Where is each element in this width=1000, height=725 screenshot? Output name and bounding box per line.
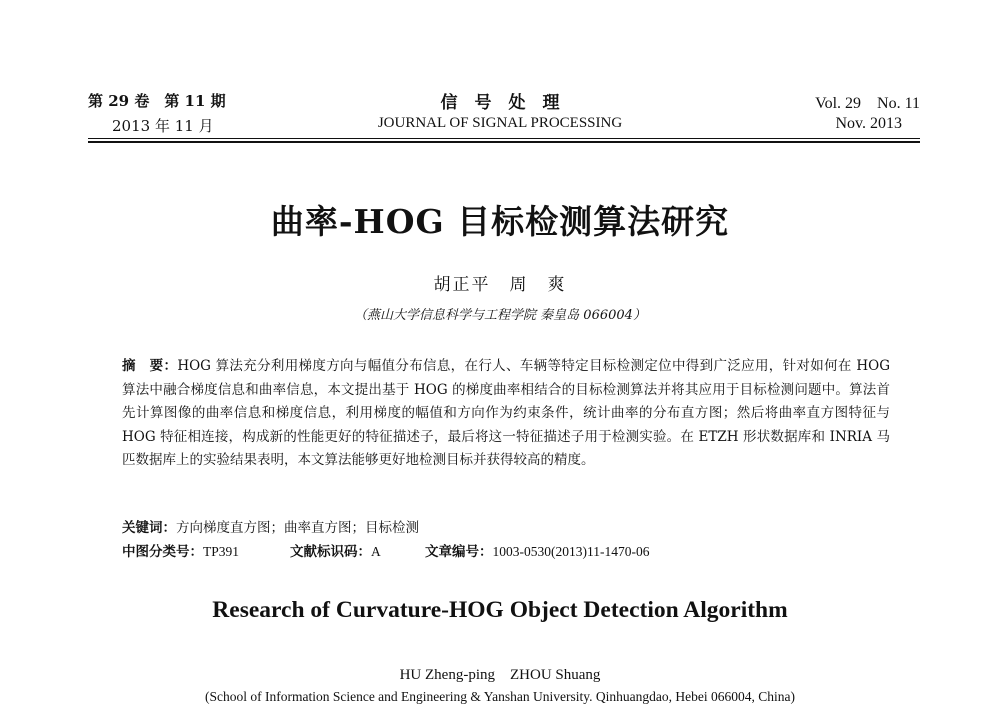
clc-label: 中图分类号： <box>122 544 203 560</box>
paper-title-cn: 曲率-HOG 目标检测算法研究 <box>270 202 730 241</box>
abstract-label: 摘 要： <box>122 358 178 374</box>
abstract-text: HOG 算法充分利用梯度方向与幅值分布信息，在行人、车辆等特定目标检测定位中得到广泛应用，针对如何在 HOG 算法中融合梯度信息和曲率信息，本文提出基于 HOG 的梯度曲率相结合的目标检测算法并将其应用于目标检测问题中。算法首先计算图像的曲率信息和梯度信息，利用梯度的幅值和方向作为约束条件，统计曲率的分布直方图；然后将曲率直方图特征与 HOG 特征相连接，构成新的性能更好的特征描述子，最后将这一特征描述子用于检测实验。在 ETZH 形状数据库和 INRIA 马匹数据库上的实验结果表明，本文算法能够更好地检测目标并获得较高的精度。 <box>122 358 890 469</box>
document-code <box>290 540 381 560</box>
authors-cn: 胡正平 周 爽 <box>433 275 567 295</box>
journal-name-en: JOURNAL OF SIGNAL PROCESSING <box>377 115 623 131</box>
clc-value: TP391 <box>203 544 240 559</box>
journal-date-cn: 2013 年 11 月 <box>112 117 214 135</box>
affiliation-cn: （燕山大学信息科学与工程学院 秦皇岛 066004） <box>354 308 646 323</box>
journal-volume-cn: 第 29 卷 第 11 期 <box>88 92 226 110</box>
journal-name-cn: 信 号 处 理 <box>440 93 560 113</box>
article-number-label: 文章编号： <box>425 544 493 560</box>
document-code-label: 文献标识码： <box>290 544 371 560</box>
keywords <box>122 516 419 536</box>
article-number-value: 1003-0530(2013)11-1470-06 <box>492 544 650 559</box>
paper-title-en: Research of Curvature-HOG Object Detection Algorithm <box>212 597 788 623</box>
header-rule-top <box>88 138 920 139</box>
abstract <box>122 355 890 473</box>
clc-number <box>122 540 239 560</box>
article-number <box>425 540 649 560</box>
journal-date-en: Nov. 2013 <box>835 115 902 132</box>
document-code-value: A <box>371 544 381 559</box>
header-rule-bottom <box>88 141 920 143</box>
authors-en: HU Zheng-ping ZHOU Shuang <box>399 667 601 683</box>
affiliation-en: (School of Information Science and Engineering & Yanshan University. Qinhuangdao, Hebei 066004, China) <box>204 689 795 704</box>
journal-volume-en: Vol. 29 No. 11 <box>815 95 920 112</box>
keywords-label: 关键词： <box>122 520 176 536</box>
keywords-text: 方向梯度直方图；曲率直方图；目标检测 <box>176 520 419 536</box>
